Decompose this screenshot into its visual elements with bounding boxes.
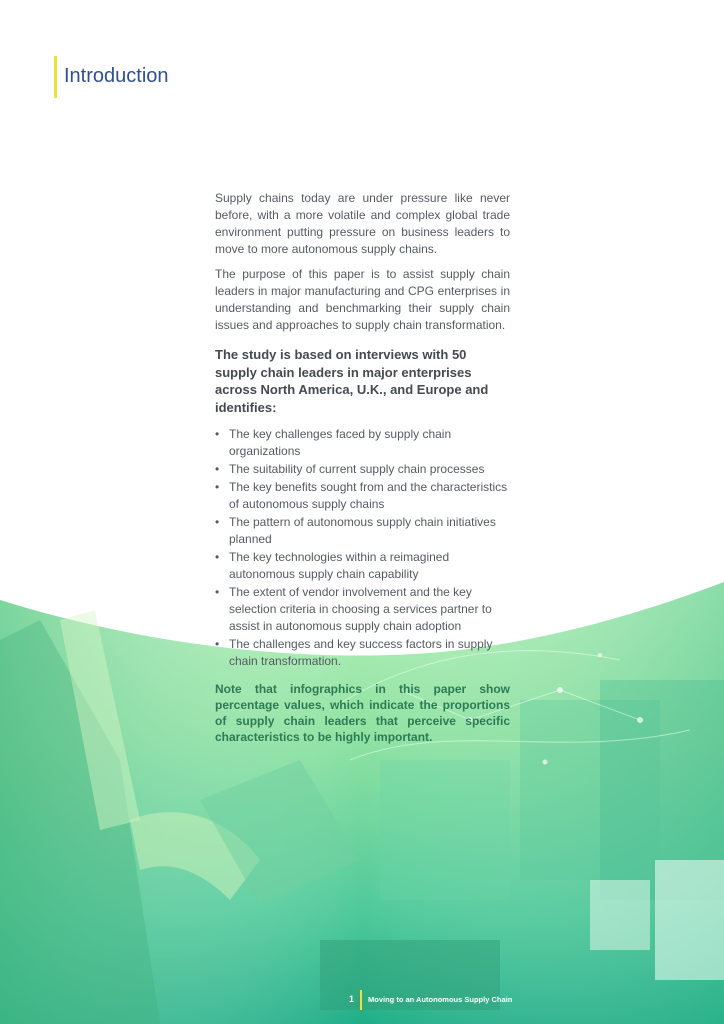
page-title: Introduction: [64, 65, 169, 87]
intro-paragraph-2: The purpose of this paper is to assist supply chain leaders in major manufacturing and CPG enterprises in understanding and benchmarking their supply chain issues and approaches to supply chain transformation.: [215, 267, 510, 332]
list-item-text: The challenges and key success factors in supply chain transformation.: [229, 637, 493, 668]
bullet-icon: •: [215, 427, 220, 441]
list-item-text: The pattern of autonomous supply chain initiatives planned: [229, 515, 496, 546]
list-item: [215, 461, 510, 478]
main-content: [215, 190, 510, 671]
bullet-icon: •: [215, 480, 220, 494]
bullet-icon: •: [215, 462, 220, 476]
list-item-text: The key technologies within a reimagined autonomous supply chain capability: [229, 550, 450, 581]
bullet-icon: •: [215, 637, 220, 651]
list-item-text: The extent of vendor involvement and the key selection criteria in choosing a services partner to assist in autonomous supply chain adoption: [229, 585, 492, 633]
bullet-icon: •: [215, 585, 220, 599]
bullet-icon: •: [215, 515, 220, 529]
footer-accent-bar: [360, 990, 362, 1010]
list-item-text: The key benefits sought from and the characteristics of autonomous supply chains: [229, 480, 508, 511]
infographics-note: Note that infographics in this paper show percentage values, which indicate the proportions of supply chain leaders that perceive specific characteristics to be highly important.: [215, 682, 510, 744]
study-lead-text: The study is based on interviews with 50 supply chain leaders in major enterprises across North America, U.K., and Europe and identifies:: [215, 347, 489, 415]
list-item: [215, 549, 510, 583]
list-item: [215, 584, 510, 635]
list-item: [215, 514, 510, 548]
findings-list: [215, 426, 510, 670]
title-accent-bar: [54, 56, 57, 98]
bullet-icon: •: [215, 550, 220, 564]
footer-title: Moving to an Autonomous Supply Chain: [368, 995, 513, 1004]
list-item-text: The key challenges faced by supply chain organizations: [229, 427, 452, 458]
page-number: 1: [348, 994, 354, 1004]
intro-paragraph-1: Supply chains today are under pressure like never before, with a more volatile and complex global trade environment putting pressure on business leaders to move to more autonomous supply chains.: [215, 191, 510, 256]
list-item: [215, 636, 510, 670]
list-item: [215, 479, 510, 513]
list-item: [215, 426, 510, 460]
list-item-text: The suitability of current supply chain processes: [229, 462, 485, 476]
